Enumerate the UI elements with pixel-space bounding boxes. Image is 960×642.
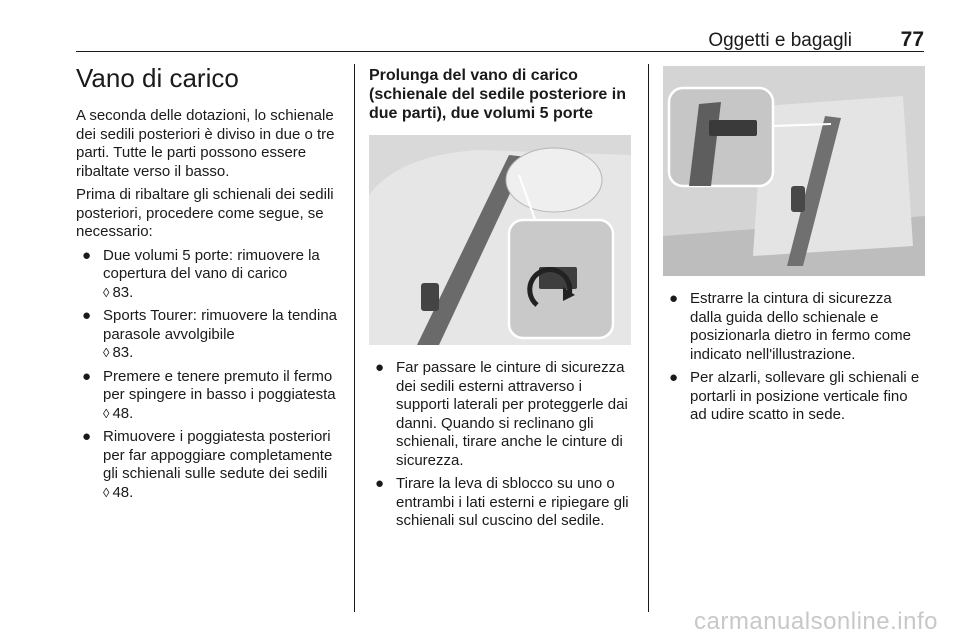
column-left	[76, 63, 346, 507]
list-item-text: Due volumi 5 porte: rimuovere la copertura del vano di carico	[103, 246, 320, 282]
list-item	[76, 307, 346, 363]
bullet-icon: ●	[669, 369, 679, 386]
bullet-icon: ●	[375, 475, 385, 492]
page-reference-number: 48.	[112, 483, 134, 501]
list-item	[663, 369, 927, 425]
procedure-list	[663, 290, 927, 425]
procedure-list	[369, 359, 633, 531]
list-item	[369, 359, 633, 470]
list-item-text: Premere e tenere premuto il fermo per spingere in basso i poggiatesta	[103, 367, 336, 403]
bullet-icon: ●	[82, 246, 92, 264]
instruction-paragraph: Prima di ribaltare gli schienali dei sedili posteriori, procedere come segue, se necessario:	[76, 186, 334, 240]
belt-holder-clip	[709, 120, 757, 136]
list-item-text: Rimuovere i poggiatesta posteriori per far appoggiare completamente gli schienali sulle sedute dei sedili	[103, 428, 333, 482]
page-reference-link[interactable]	[103, 344, 133, 361]
column-right	[663, 66, 927, 430]
bullet-icon: ●	[375, 359, 385, 376]
section-title: Vano di carico	[76, 63, 239, 93]
list-item	[369, 475, 633, 531]
page-reference-number: 83.	[112, 344, 134, 361]
header-title: Oggetti e bagagli	[708, 30, 852, 51]
intro-paragraph: A seconda delle dotazioni, lo schienale dei sedili posteriori è diviso in due o tre parti. Tutte le parti possono essere ribaltate verso il basso.	[76, 107, 335, 180]
reference-icon: ◊	[103, 405, 110, 421]
list-item-text: Tirare la leva di sblocco su uno o entrambi i lati esterni e ripiegare gli schienali sul cuscino del sedile.	[396, 475, 629, 529]
page-number: 77	[900, 28, 924, 51]
bullet-icon: ●	[669, 290, 679, 307]
list-item	[76, 428, 346, 502]
preparation-list	[76, 247, 346, 503]
list-item-text: Estrarre la cintura di sicurezza dalla guida dello schienale e posizionarla dietro in fermo come indicato nell'illustrazione.	[690, 290, 911, 363]
reference-icon: ◊	[103, 484, 110, 500]
page-reference-number: 48.	[112, 404, 134, 422]
seat-belt-buckle	[791, 186, 805, 212]
list-item	[663, 290, 927, 364]
bullet-icon: ●	[82, 367, 92, 385]
reference-icon: ◊	[103, 345, 110, 360]
page-reference-link[interactable]	[103, 405, 133, 422]
column-middle	[369, 66, 633, 536]
bullet-icon: ●	[82, 307, 92, 324]
page-reference-link[interactable]	[103, 484, 133, 501]
page-reference-link[interactable]	[103, 284, 133, 301]
column-divider	[648, 64, 649, 612]
bullet-icon: ●	[82, 428, 92, 445]
column-divider	[354, 64, 355, 612]
detail-inset-frame	[669, 88, 773, 186]
seat-belt-buckle	[421, 283, 439, 311]
list-item	[76, 368, 346, 424]
page-reference-number: 83.	[112, 283, 134, 301]
list-item-text: Per alzarli, sollevare gli schienali e portarli in posizione verticale fino ad udire scatto in sede.	[690, 369, 920, 423]
watermark: carmanualsonline.info	[694, 608, 938, 635]
subsection-title: Prolunga del vano di carico (schienale del sedile posteriore in due parti), due volumi 5 porte	[369, 67, 626, 122]
seat-belt-holder-illustration	[663, 66, 925, 276]
reference-icon: ◊	[103, 284, 110, 300]
list-item	[76, 247, 346, 303]
header-rule	[76, 51, 924, 52]
seat-belt-guide-illustration	[369, 135, 631, 345]
list-item-text: Far passare le cinture di sicurezza dei sedili esterni attraverso i supporti laterali per proteggerle dai danni. Quando si reclinano gli schienali, tirare anche le cinture di sicurezza.	[396, 359, 628, 469]
list-item-text: Sports Tourer: rimuovere la tendina parasole avvolgibile	[103, 307, 338, 343]
